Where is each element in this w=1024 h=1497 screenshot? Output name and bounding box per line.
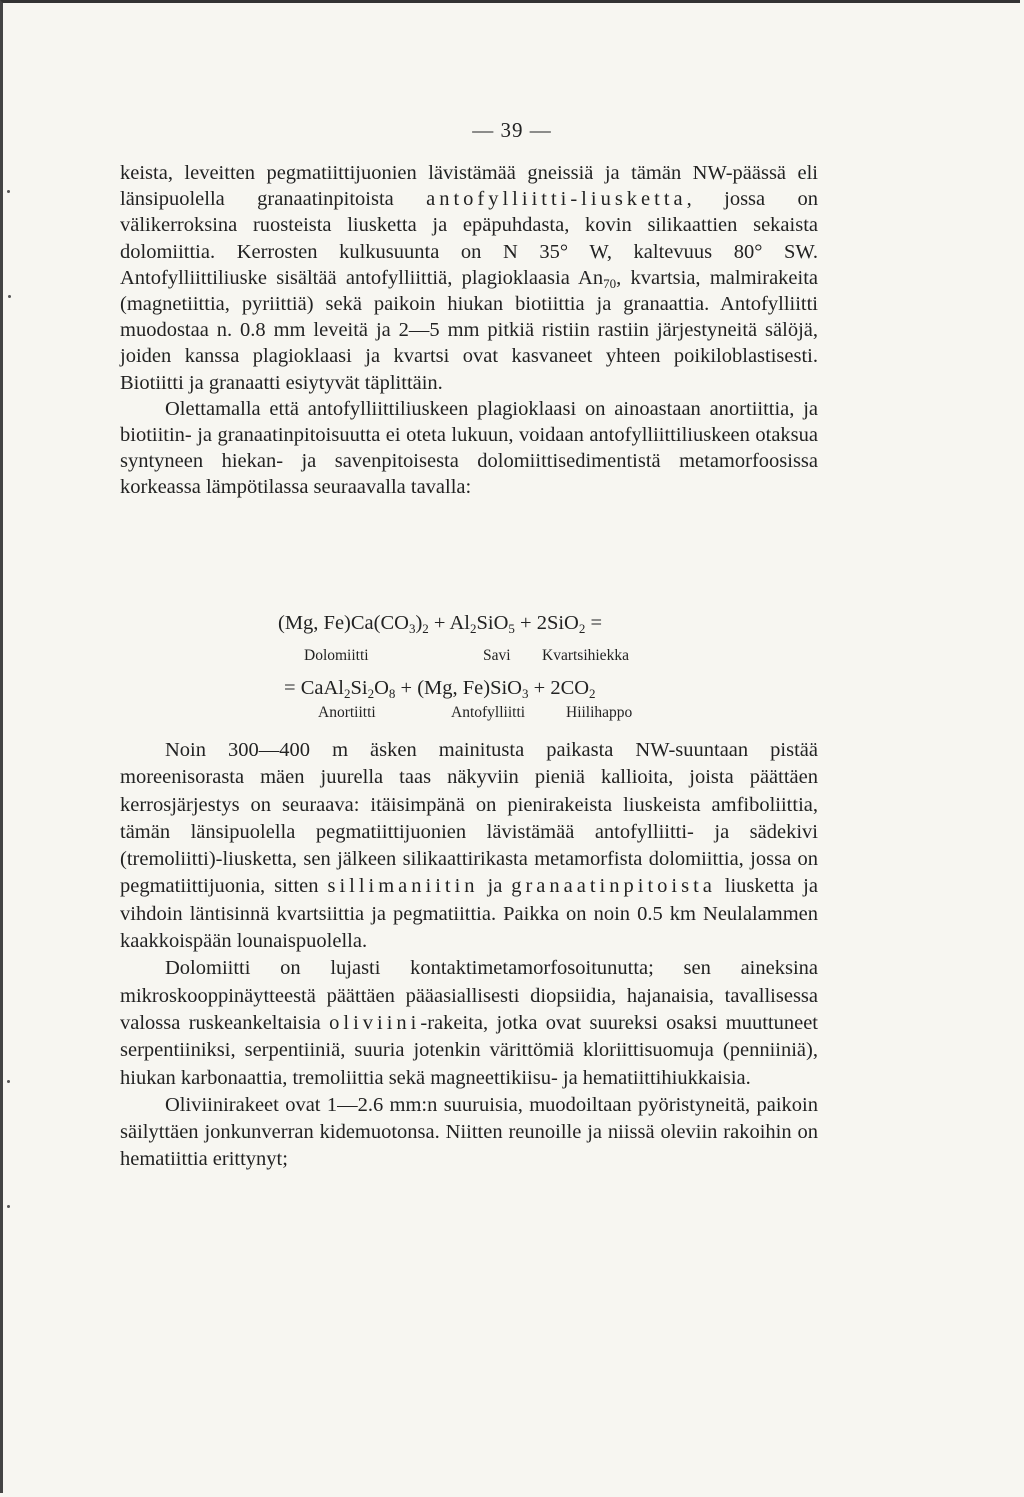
plus-sign: + (533, 677, 546, 699)
formula-part: (Mg, Fe)SiO (417, 677, 522, 699)
formula-anthophyllite (417, 677, 528, 699)
equals-sign: = (590, 612, 603, 634)
subscript: 70 (603, 275, 617, 291)
body-text-bottom (120, 737, 818, 1174)
formula-dolomite (278, 612, 429, 634)
chemical-equation (120, 612, 818, 732)
paragraph (120, 396, 818, 501)
label-anorthite: Anortiitti (318, 704, 376, 721)
plus-sign: + (520, 612, 532, 634)
formula-part: SiO (476, 612, 509, 634)
page-number: — 39 — (472, 118, 552, 142)
text-run: keista, leveitten pegmatiittijuonien lävistämää gneissiä ja tämän NW-päässä eli länsipuolella granaatinpitoista (120, 162, 818, 211)
plus-sign: + (433, 612, 446, 634)
formula-part: Si (350, 677, 368, 699)
formula-part: 2CO (550, 677, 590, 699)
subscript: 2 (343, 686, 351, 701)
formula-part: Al (449, 612, 470, 634)
subscript: 3 (522, 686, 529, 701)
margin-speck (7, 1205, 10, 1208)
text-run: , kvartsia, malmirakeita (magnetiittia, pyriittiä) sekä paikoin hiukan biotiittia ja granaattia. Antofylliitti muodostaa n. 0.8 mm leveitä ja 2—5 mm pitkiä ristiin rastiin järjestyneitä sälöjä, joiden kanssa plagioklaasi ja kvartsi ovat kasvaneet yhteen poikiloblastisesti. Biotiitti ja granaatti esiytyvät täplittäin. (120, 266, 819, 394)
spaced-emphasis: sillimaniitin (327, 875, 479, 898)
spaced-emphasis: oliviini (329, 1011, 421, 1034)
body-text-top (120, 160, 818, 501)
margin-speck (7, 190, 10, 193)
formula-quartz (537, 612, 586, 634)
paragraph (120, 955, 818, 1091)
formula-part: ) (415, 612, 423, 634)
subscript: 2 (469, 621, 477, 636)
text-run: ja (478, 875, 512, 898)
label-quartz: Kvartsihiekka (542, 647, 629, 664)
formula-part: CaAl (300, 677, 344, 699)
formula-part: 2SiO (536, 612, 579, 634)
subscript: 5 (508, 621, 515, 636)
spaced-emphasis: granaatinpitoista (511, 875, 716, 898)
text-run: -rakeita, jotka ovat suureksi osaksi muuttuneet serpentiiniksi, serpentiiniä, suuria jotenkin värittömiä kloriittisuomuja (penniiniä), hiukan karbonaattia, tremoliittia sekä magneettikiisu- ja hematiittihiukkaisia. (120, 1011, 818, 1089)
subscript: 2 (367, 686, 375, 701)
plus-sign: + (400, 677, 413, 699)
spaced-emphasis: antofylliitti-liusketta (426, 188, 687, 211)
text-run: Noin 300—400 m äsken mainitusta paikasta NW-suuntaan pistää moreenisorasta mäen juurella taas näkyviin pieniä kallioita, joista päättäen kerrosjärjestys on seuraava: itäisimpänä on pienirakeista liuskeista amfiboliittia, tämän länsipuolella pegmatiittijuonien lävistämää antofylliitti- ja sädekivi (tremoliitti)-liusketta, sen jälkeen silikaattirikasta metamorfista dolomiittia, jossa on pegmatiittijuonia, sitten (120, 739, 818, 898)
label-anthophyllite: Antofylliitti (451, 704, 526, 721)
text-run: Dolomiitti on lujasti kontaktimetamorfosoitunutta; sen aineksina mikroskooppinäytteestä päättäen pääasiallisesti diopsiidia, hajanaisia, tavallisessa valossa ruskeankeltaisia (120, 957, 818, 1034)
formula-co2 (550, 677, 595, 699)
formula-clay (449, 612, 514, 634)
equals-sign: = (284, 677, 296, 699)
subscript: 8 (388, 686, 396, 701)
paragraph (120, 160, 818, 396)
label-dolomite: Dolomiitti (304, 647, 369, 664)
label-co2: Hiilihappo (566, 704, 633, 721)
subscript: 3 (408, 621, 416, 636)
text-run: Olettamalla että antofylliittiliuskeen plagioklaasi on ainoastaan anortiittia, ja biotiitin- ja granaatinpitoisuutta ei oteta lukuun, voidaan antofylliittiliuskeen otaksua syntyneen hiekan- ja savenpitoisesta dolomiittisedimentistä metamorfoosissa korkeassa lämpötilassa seuraavalla tavalla: (120, 397, 818, 499)
margin-speck (8, 295, 11, 298)
formula-anorthite (301, 677, 396, 699)
text-run: , jossa on välikerroksina ruosteista liusketta ja epäpuhdasta, kovin silikaattien sekaista dolomiittia. Kerrosten kulkusuunta on N 35° W, kaltevuus 80° SW. Antofylliittiliuske sisältää antofylliittiä, plagioklaasia An (120, 188, 818, 289)
equation-line-2 (284, 677, 596, 700)
text-run: liusketta ja vihdoin läntisinnä kvartsiittia ja pegmatiittia. Paikka on noin 0.5 km Neulalammen kaakkoispään lounaispuolella. (120, 875, 818, 953)
margin-speck (7, 1080, 10, 1083)
paragraph (120, 737, 818, 955)
text-run: Oliviinirakeet ovat 1—2.6 mm:n suuruisia, muodoiltaan pyöristyneitä, paikoin säilyttäen jonkunverran kidemuotonsa. Niitten reunoille ja niissä oleviin rakoihin on hematiittia erittynyt; (120, 1093, 818, 1171)
subscript: 2 (578, 621, 586, 636)
label-clay: Savi (483, 647, 511, 664)
paragraph (120, 1092, 818, 1174)
equation-line-1 (278, 612, 602, 635)
formula-part: (Mg, Fe)Ca(CO (278, 612, 409, 634)
formula-part: O (374, 677, 389, 699)
subscript: 2 (422, 621, 429, 636)
subscript: 2 (589, 686, 596, 701)
